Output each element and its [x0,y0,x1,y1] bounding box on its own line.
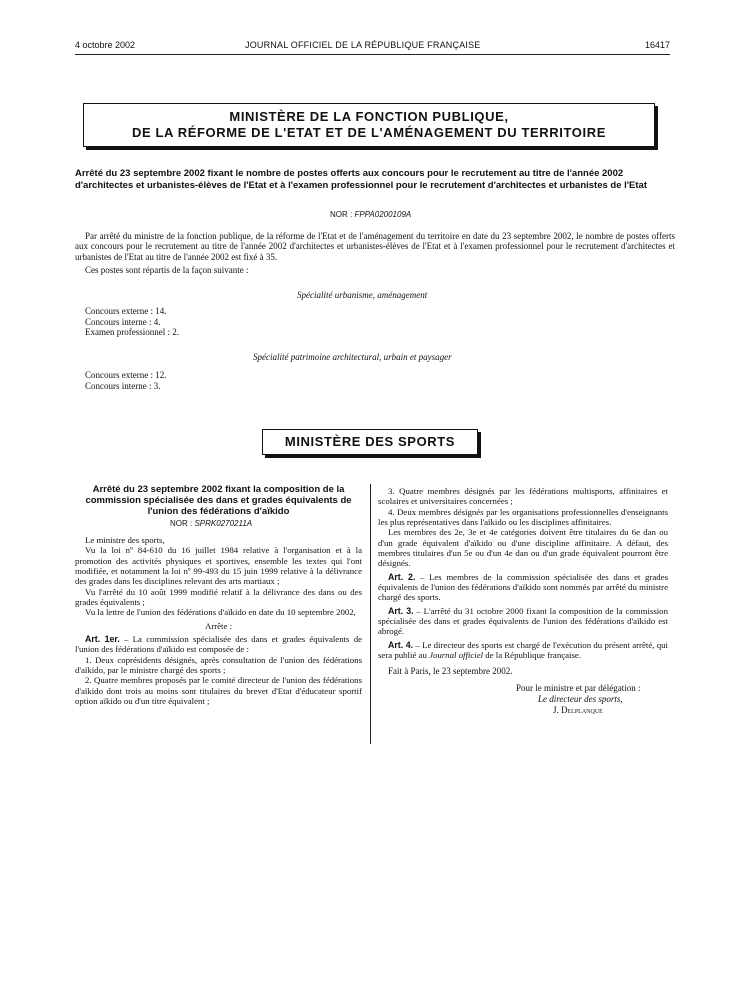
article-2-label: Art. 2. [388,571,416,582]
arrete-heading: Arrête : [204,620,233,631]
article-3 [378,606,668,637]
arrete2-nor [170,519,252,528]
specialite-patrimoine: Spécialité patrimoine architectural, urbain et paysager [253,352,452,362]
paragraph-vu-arrete: Vu l'arrêté du 10 août 1999 modifié relatif à la délivrance des dans ou des grades équivalents ; [75,586,362,608]
article-4 [378,640,668,661]
arrete1-body: Par arrêté du ministre de la fonction publique, de la réforme de l'Etat et de l'aménagement du territoire en date du 23 septembre 2002, le nombre de postes offerts aux concours pour le recrutement au titre de l'année 2002 d'architectes et urbanistes-élèves de l'Etat et à l'examen professionnel pour le recrutement d'architectes et urbanistes de l'Etat au titre de l'année 2002 est fixé à 35. [75,231,675,262]
signature-name: J. Delplanque [553,705,603,715]
arrete1-nor [330,210,411,219]
arrete1-nor-code: FPPA0200109A [354,210,412,219]
column-divider [370,484,371,744]
article-4-text-b: de la République française. [483,650,582,661]
arrete2-title: Arrêté du 23 septembre 2002 fixant la composition de la commission spécialisée des dans et grades équivalents de l'union des fédérations d'aïkido [85,484,352,517]
arrete1-title: Arrêté du 23 septembre 2002 fixant le nombre de postes offerts aux concours pour le recrutement au titre de l'année 2002 d'architectes et urbanistes-élèves de l'Etat et à l'examen professionnel pour le recrutement d'architectes et urbanistes de l'Etat [75,168,647,191]
arrete2-left-column [75,535,362,707]
running-head-journal: JOURNAL OFFICIEL DE LA RÉPUBLIQUE FRANÇAISE [245,40,481,50]
list-item: Concours externe : 12. [85,370,167,380]
signature-title: Le directeur des sports, [538,694,623,704]
running-head-page-number: 16417 [645,40,671,50]
arrete2-nor-code: SPRK0270211A [194,519,253,528]
running-head-date: 4 octobre 2002 [75,40,136,50]
item-4: 4. Deux membres désignés par les organisations professionnelles d'enseignants les plus représentatives dans l'aïkido ou les disciplines affinitaires. [378,506,668,528]
list-item: Concours externe : 14. [85,306,167,316]
article-3-label: Art. 3. [388,605,414,616]
ministry-header-line1: MINISTÈRE DE LA FONCTION PUBLIQUE, [229,109,509,124]
article-4-label: Art. 4. [388,639,414,650]
ministry-header-sports: MINISTÈRE DES SPORTS [262,429,478,455]
list-item: Concours interne : 3. [85,380,161,391]
paragraph-membres: Les membres des 2e, 3e et 4e catégories doivent être titulaires du 6e dan ou d'un grade équivalent d'aïkido ou d'une discipline affinitaire. A défaut, des membres titulaires d'un 5e ou d'un 4e dan ou d'un grade équivalent pourront être désignés. [378,527,668,569]
header-rule [75,54,670,55]
arrete1-nor-label: NOR : [330,210,355,219]
list-urbanisme [85,306,179,338]
list-item: Examen professionnel : 2. [85,327,179,337]
paragraph-vu-loi: Vu la loi nº 84-610 du 16 juillet 1984 relative à l'organisation et à la promotion des activités physiques et sportives, ensemble les textes qui l'ont modifiée, et notamment la loi nº 99-493 du 15 juin 1999 relative à la délivrance des grades dans les disciplines relevant des arts martiaux ; [75,545,362,587]
ministry-header-line2: DE LA RÉFORME DE L'ETAT ET DE L'AMÉNAGEMENT DU TERRITOIRE [132,125,606,140]
signature-delegation: Pour le ministre et par délégation : [516,683,641,693]
journal-officiel-italic: Journal officiel [429,650,484,661]
article-2 [378,572,668,603]
fait-a-paris: Fait à Paris, le 23 septembre 2002. [388,666,513,676]
article-1 [75,634,362,655]
item-1: 1. Deux coprésidents désignés, après consultation de l'union des fédérations d'aïkido, par le ministre chargé des sports ; [75,654,362,676]
arrete1-repartition: Ces postes sont répartis de la façon suivante : [85,265,249,275]
article-1-text: – La commission spécialisée des dans et grades équivalents de l'union des fédérations d'aïkido est composée de : [75,634,363,655]
article-4-text-a: – Le directeur des sports est chargé de l'exécution du présent arrêté, qui sera publié au [378,639,668,661]
paragraph-vu-lettre: Vu la lettre de l'union des fédérations d'aïkido en date du 10 septembre 2002, [85,607,356,618]
specialite-urbanisme: Spécialité urbanisme, aménagement [297,290,428,300]
list-item: Concours interne : 4. [85,316,161,327]
ministry-header-fonction-publique [83,103,655,147]
article-2-text: – Les membres de la commission spécialisée des dans et grades équivalents de l'union des fédérations d'aïkido sont nommés par arrêté du ministre chargé des sports. [378,571,668,603]
arrete2-nor-label: NOR : [170,519,195,528]
item-3: 3. Quatre membres désignés par les fédérations multisports, affinitaires et scolaires et universitaires concernées ; [378,486,668,507]
article-1-label: Art. 1er. [85,634,120,645]
arrete2-right-column [378,486,668,661]
item-2: 2. Quatre membres proposés par le comité directeur de l'union des fédérations d'aïkido dont trois au moins sont titulaires du brevet d'Etat d'éducateur sportif option aïkido ou d'un titre équivalent ; [75,675,362,707]
paragraph-ministre: Le ministre des sports, [85,535,165,545]
article-3-text: – L'arrêté du 31 octobre 2000 fixant la composition de la commission spécialisée des dans et grades équivalents de l'union des fédérations d'aïkido est abrogé. [378,605,668,637]
list-patrimoine [85,370,166,391]
